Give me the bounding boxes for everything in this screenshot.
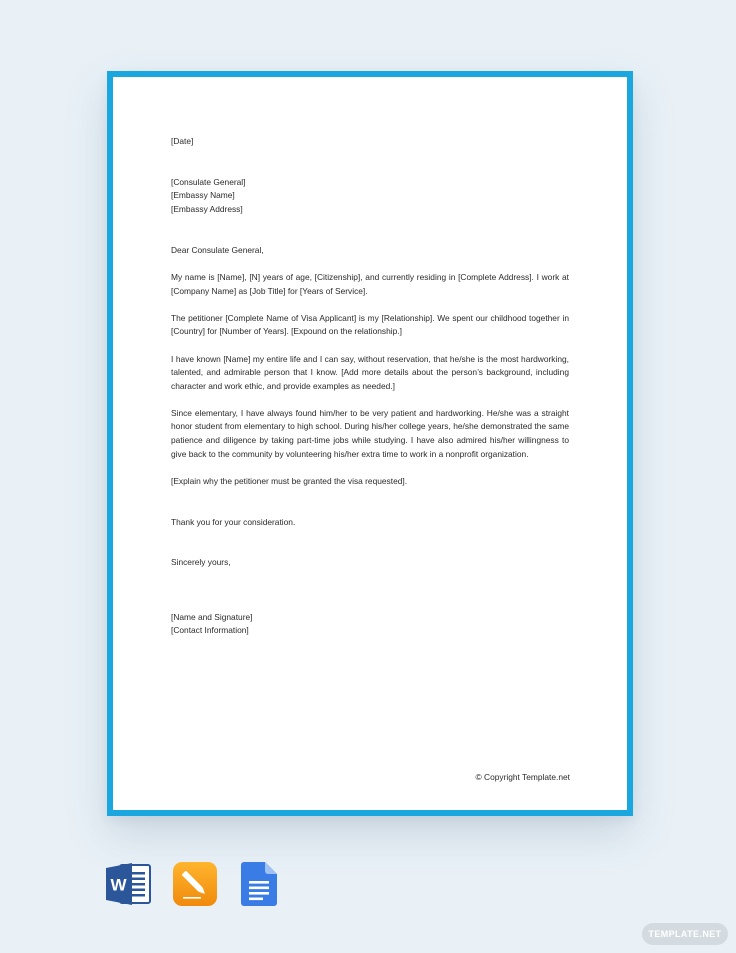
letter-thanks: Thank you for your consideration. xyxy=(171,516,296,527)
compatible-apps xyxy=(106,862,277,906)
letter-salutation: Dear Consulate General, xyxy=(171,244,264,255)
signature-name: [Name and Signature] xyxy=(171,611,253,622)
paragraph-introduction: My name is [Name], [N] years of age, [Citizenship], and currently residing in [Complete Address]. I work at [Company Name] as [Job Title] for [Years of Service]. xyxy=(171,271,569,296)
recipient-line-2: [Embassy Name] xyxy=(171,190,235,201)
word-icon xyxy=(106,862,152,906)
pages-icon xyxy=(173,862,217,906)
document-preview xyxy=(107,71,633,816)
recipient-line-3: [Embassy Address] xyxy=(171,203,243,214)
signature-contact: [Contact Information] xyxy=(171,625,249,636)
letter-body xyxy=(171,135,569,638)
template-net-watermark: TEMPLATE.NET xyxy=(642,923,728,945)
copyright-notice: © Copyright Template.net xyxy=(475,772,570,782)
svg-text:W: W xyxy=(110,875,127,895)
recipient-line-1: [Consulate General] xyxy=(171,176,246,187)
paragraph-character: I have known [Name] my entire life and I can say, without reservation, that he/she is the most hardworking, talented, and admirable person that I know. [Add more details about the person’s background, including character and work ethic, and provide examples as needed.] xyxy=(171,353,569,391)
paragraph-request: [Explain why the petitioner must be granted the visa requested]. xyxy=(171,475,408,486)
paragraph-relationship: The petitioner [Complete Name of Visa Applicant] is my [Relationship]. We spent our childhood together in [Country] for [Number of Years]. [Expound on the relationship.] xyxy=(171,312,569,337)
google-docs-icon xyxy=(241,862,277,906)
paragraph-history: Since elementary, I have always found him/her to be very patient and hardworking. He/she was a straight honor student from elementary to high school. During his/her college years, he/she demonstrated the same patience and diligence by taking part-time jobs while studying. I have also admired his/her willingness to give back to the community by volunteering his/her extra time to work in a nonprofit organization. xyxy=(171,407,569,459)
letter-closing: Sincerely yours, xyxy=(171,557,231,568)
letter-date: [Date] xyxy=(171,136,194,146)
